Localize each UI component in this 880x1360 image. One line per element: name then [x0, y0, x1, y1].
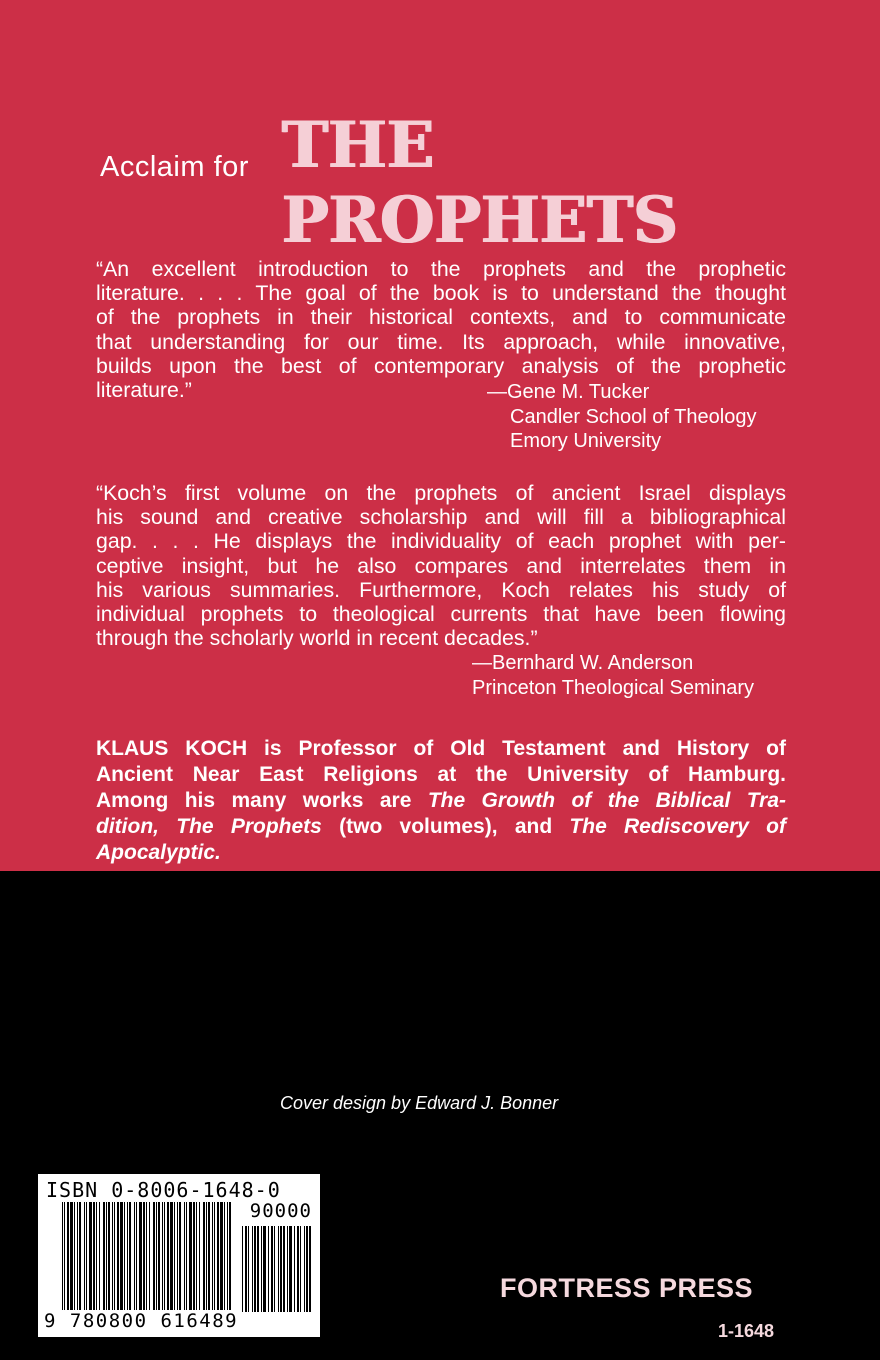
- cover-design-credit: Cover design by Edward J. Bonner: [280, 1093, 559, 1113]
- addon-barcode-bars: [242, 1226, 312, 1312]
- catalog-code: 1-1648: [718, 1321, 775, 1341]
- barcode-bar: [280, 1226, 282, 1312]
- barcode-bar: [229, 1202, 231, 1314]
- attribution-name: —Bernhard W. Anderson: [472, 652, 694, 674]
- barcode-bar: [254, 1226, 256, 1312]
- barcode-bar: [274, 1226, 275, 1312]
- barcode-bar: [206, 1202, 207, 1314]
- barcode-bar: [164, 1202, 165, 1314]
- barcode-bar: [84, 1202, 85, 1314]
- barcode-bar: [86, 1202, 87, 1314]
- barcode-bar: [99, 1202, 100, 1314]
- barcode-bar: [212, 1202, 213, 1314]
- barcode-bar: [139, 1202, 142, 1314]
- barcode-bar: [170, 1202, 173, 1314]
- barcode-bar: [62, 1202, 63, 1314]
- barcode-bar: [289, 1226, 292, 1312]
- barcode-bar: [300, 1226, 301, 1312]
- barcode-bar: [167, 1202, 169, 1314]
- price-code: 90000: [249, 1200, 312, 1222]
- quote-line: gap. . . . He displays the individuality of each prophet with per-: [96, 529, 786, 554]
- barcode-bar: [106, 1202, 107, 1314]
- barcode-bar: [306, 1226, 308, 1312]
- book-title: THE PROPHETS: [282, 108, 679, 258]
- barcode-bar: [174, 1202, 175, 1314]
- quote-line: that understanding for our time. Its approach, while innovative,: [96, 329, 786, 354]
- barcode-bar: [158, 1202, 160, 1314]
- barcode-bar: [179, 1202, 181, 1314]
- barcode-bar: [77, 1202, 78, 1314]
- quote-line: of the prophets in their historical contexts, and to communicate: [96, 305, 786, 330]
- quote-line: literature. . . . The goal of the book is to understand the thought: [96, 281, 786, 306]
- quote-line: literature.”: [96, 378, 192, 403]
- barcode-bar: [203, 1202, 205, 1314]
- barcode-bar: [287, 1226, 288, 1312]
- barcode-bar: [214, 1202, 215, 1314]
- barcode-bar: [162, 1202, 163, 1314]
- quote-line: “Koch’s first volume on the prophets of ancient Israel displays: [96, 481, 786, 505]
- barcode-bar: [220, 1202, 223, 1314]
- barcode-bar: [257, 1226, 259, 1312]
- barcode-bar: [108, 1202, 110, 1314]
- barcode-bar: [189, 1202, 192, 1314]
- barcode-bar: [309, 1226, 311, 1312]
- barcode-bar: [134, 1202, 135, 1314]
- quote-line: through the scholarly world in recent decades.”: [96, 626, 538, 651]
- barcode-bar: [156, 1202, 157, 1314]
- barcode-bar: [184, 1202, 185, 1314]
- heading: [100, 108, 800, 258]
- barcode-bar: [252, 1226, 253, 1312]
- barcode-bar: [271, 1226, 273, 1312]
- barcode-bar: [224, 1202, 225, 1314]
- barcode-bar: [294, 1226, 295, 1312]
- barcode-bar: [70, 1202, 73, 1314]
- barcode-bar: [79, 1202, 81, 1314]
- bio-line: dition, The Prophets (two volumes), and The Rediscovery of: [96, 815, 787, 838]
- cover-bottom-panel: [0, 871, 880, 1360]
- barcode-bar: [74, 1202, 75, 1314]
- barcode-bar: [177, 1202, 178, 1314]
- barcode-bar: [263, 1226, 266, 1312]
- barcode-bar: [304, 1226, 305, 1312]
- attribution-affiliation: Emory University: [510, 430, 662, 452]
- barcode-bar: [199, 1202, 200, 1314]
- barcode-bar: [127, 1202, 128, 1314]
- barcode-bar: [89, 1202, 92, 1314]
- barcode-bar: [186, 1202, 187, 1314]
- barcode-bar: [149, 1202, 150, 1314]
- barcode-bar: [67, 1202, 69, 1314]
- barcode-bar: [297, 1226, 299, 1312]
- barcode-bar: [112, 1202, 113, 1314]
- barcode-bar: [248, 1226, 249, 1312]
- barcode-bar: [283, 1226, 285, 1312]
- barcode-bar: [64, 1202, 65, 1314]
- bio-line: Apocalyptic.: [96, 841, 221, 864]
- isbn-number: ISBN 0-8006-1648-0: [46, 1178, 281, 1202]
- barcode-bar: [129, 1202, 131, 1314]
- quote-line: his various summaries. Furthermore, Koch relates his study of: [96, 577, 786, 602]
- barcode-bar: [227, 1202, 228, 1314]
- bio-line: KLAUS KOCH is Professor of Old Testament and History of: [96, 737, 786, 760]
- isbn-barcode: [38, 1174, 320, 1337]
- bio-line: Ancient Near East Religions at the University of Hamburg.: [96, 763, 786, 786]
- attribution-affiliation: Candler School of Theology: [510, 405, 757, 428]
- barcode-bar: [278, 1226, 279, 1312]
- barcode-bars: [62, 1202, 232, 1314]
- barcode-bar: [114, 1202, 115, 1314]
- barcode-bar: [208, 1202, 210, 1314]
- barcode-bar: [124, 1202, 125, 1314]
- quote-line: his sound and creative scholarship and will fill a bibliographical: [96, 505, 786, 530]
- barcode-bar: [217, 1202, 219, 1314]
- barcode-bar: [245, 1226, 247, 1312]
- quote-line: individual prophets to theological currents that have been flowing: [96, 602, 786, 627]
- barcode-bar: [96, 1202, 97, 1314]
- barcode-bar: [143, 1202, 145, 1314]
- barcode-bar: [261, 1226, 262, 1312]
- barcode-bar: [120, 1202, 123, 1314]
- barcode-bar: [103, 1202, 105, 1314]
- barcode-bar: [242, 1226, 243, 1312]
- quote-anderson: [96, 481, 786, 650]
- barcode-bar: [153, 1202, 155, 1314]
- quote-line: ceptive insight, but he also compares and interrelates them in: [96, 553, 786, 578]
- barcode-bar: [268, 1226, 269, 1312]
- barcode-bar: [93, 1202, 95, 1314]
- heading-prefix: Acclaim for: [100, 151, 249, 183]
- ean-number: 9 780800 616489: [44, 1310, 239, 1332]
- barcode-bar: [117, 1202, 119, 1314]
- barcode-bar: [146, 1202, 147, 1314]
- attribution-affiliation: Princeton Theological Seminary: [472, 676, 755, 699]
- quote-line: “An excellent introduction to the prophets and the prophetic: [96, 257, 786, 281]
- bio-line: Among his many works are The Growth of the Biblical Tra-: [96, 789, 786, 812]
- barcode-bar: [136, 1202, 137, 1314]
- attribution-anderson: [472, 651, 754, 700]
- author-bio: [96, 736, 786, 866]
- barcode-bar: [193, 1202, 195, 1314]
- attribution-tucker: [487, 380, 756, 454]
- attribution-name: —Gene M. Tucker: [487, 381, 650, 403]
- publisher-name: FORTRESS PRESS: [500, 1273, 754, 1303]
- barcode-bar: [196, 1202, 197, 1314]
- quote-line: builds upon the best of contemporary analysis of the prophetic: [96, 353, 786, 378]
